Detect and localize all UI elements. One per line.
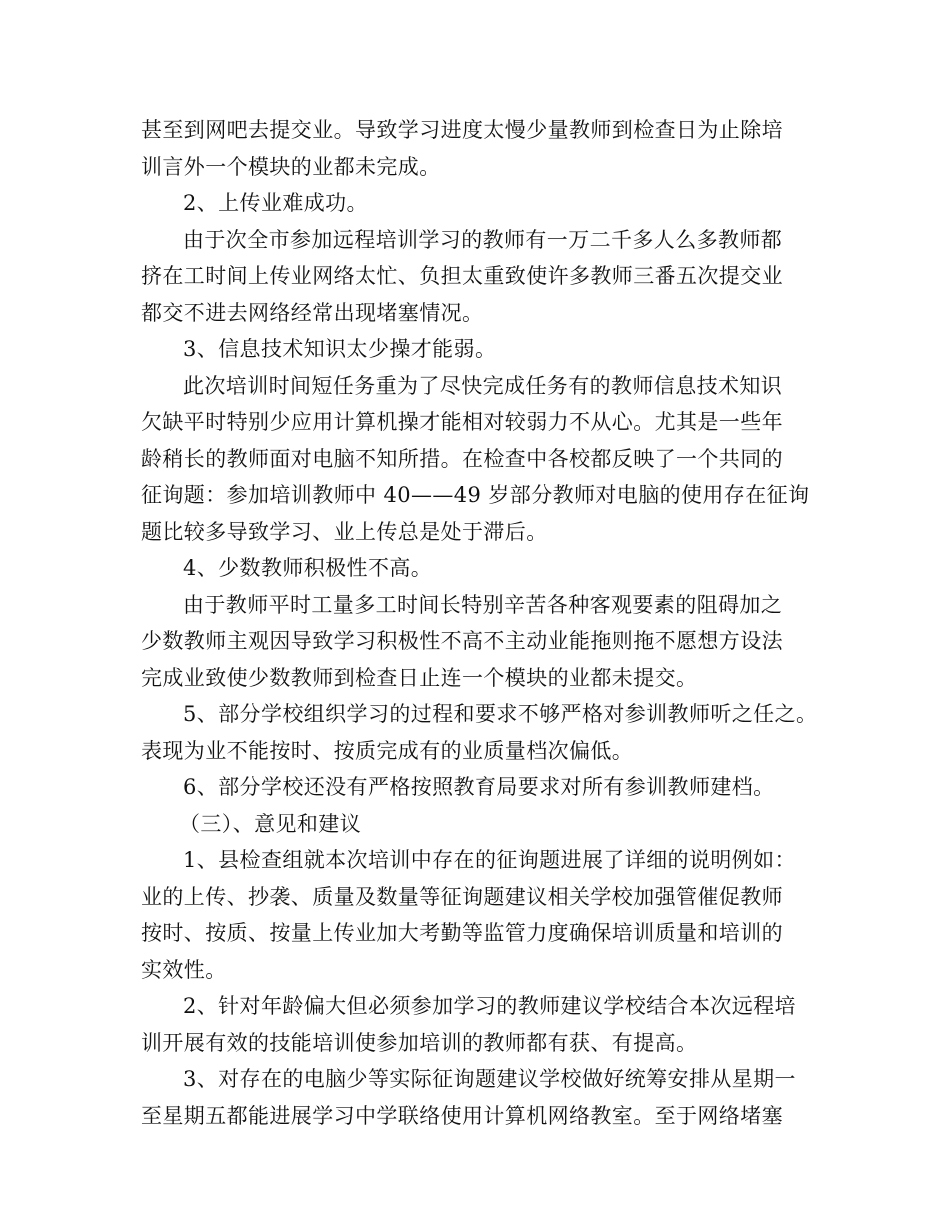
paragraph-line: 欠缺平时特别少应用计算机操才能相对较弱力不从心。尤其是一些年: [141, 410, 783, 434]
paragraph-line: 按时、按质、按量上传业加大考勤等监管力度确保培训质量和培训的: [141, 921, 783, 945]
paragraph-line: 此次培训时间短任务重为了尽快完成任务有的教师信息技术知识: [183, 373, 783, 398]
paragraph-line: 实效性。: [141, 957, 227, 982]
paragraph-line: 少数教师主观因导致学习积极性不高不主动业能拖则拖不愿想方设法: [141, 629, 783, 653]
paragraph-line: 由于教师平时工量多工时间长特别辛苦各种客观要素的阻碍加之: [183, 592, 783, 617]
paragraph-line: 完成业致使少数教师到检查日止连一个模块的业都未提交。: [141, 665, 698, 690]
paragraph-line: 5、部分学校组织学习的过程和要求不够严格对参训教师听之任之。: [183, 702, 818, 726]
section-heading: 3、信息技术知识太少操才能弱。: [183, 337, 497, 361]
section-heading: 2、上传业难成功。: [183, 191, 368, 215]
paragraph-line: 3、对存在的电脑少等实际征询题建议学校做好统筹安排从星期一: [183, 1067, 796, 1091]
section-heading: （三）、意见和建议: [179, 811, 362, 836]
paragraph-line: 6、部分学校还没有严格按照教育局要求对所有参训教师建档。: [183, 775, 775, 799]
paragraph-line: 征询题：参加培训教师中 40——49 岁部分教师对电脑的使用存在征询: [141, 483, 810, 507]
paragraph-line: 由于次全市参加远程培训学习的教师有一万二千多人么多教师都: [183, 227, 783, 252]
paragraph-line: 业的上传、抄袭、质量及数量等征询题建议相关学校加强管催促教师: [141, 884, 783, 909]
paragraph-line: 龄稍长的教师面对电脑不知所措。在检查中各校都反映了一个共同的: [141, 446, 783, 471]
paragraph-line: 挤在工时间上传业网络太忙、负担太重致使许多教师三番五次提交业: [141, 264, 783, 288]
paragraph-line: 都交不进去网络经常出现堵塞情况。: [141, 300, 484, 325]
paragraph-line: 训言外一个模块的业都未完成。: [141, 154, 441, 179]
paragraph-line: 2、针对年龄偏大但必须参加学习的教师建议学校结合本次远程培: [183, 994, 796, 1018]
document-body: [141, 112, 831, 1134]
paragraph-line: 题比较多导致学习、业上传总是处于滞后。: [141, 519, 548, 544]
paragraph-line: 训开展有效的技能培训使参加培训的教师都有获、有提高。: [141, 1030, 698, 1055]
paragraph-line: 甚至到网吧去提交业。导致学习进度太慢少量教师到检查日为止除培: [141, 118, 783, 142]
section-heading: 4、少数教师积极性不高。: [183, 556, 433, 580]
paragraph-line: 1、县检查组就本次培训中存在的征询题进展了详细的说明例如：: [183, 848, 796, 872]
paragraph-line: 表现为业不能按时、按质完成有的业质量档次偏低。: [141, 738, 634, 763]
paragraph-line: 至星期五都能进展学习中学联络使用计算机网络教室。至于网络堵塞: [141, 1103, 783, 1128]
